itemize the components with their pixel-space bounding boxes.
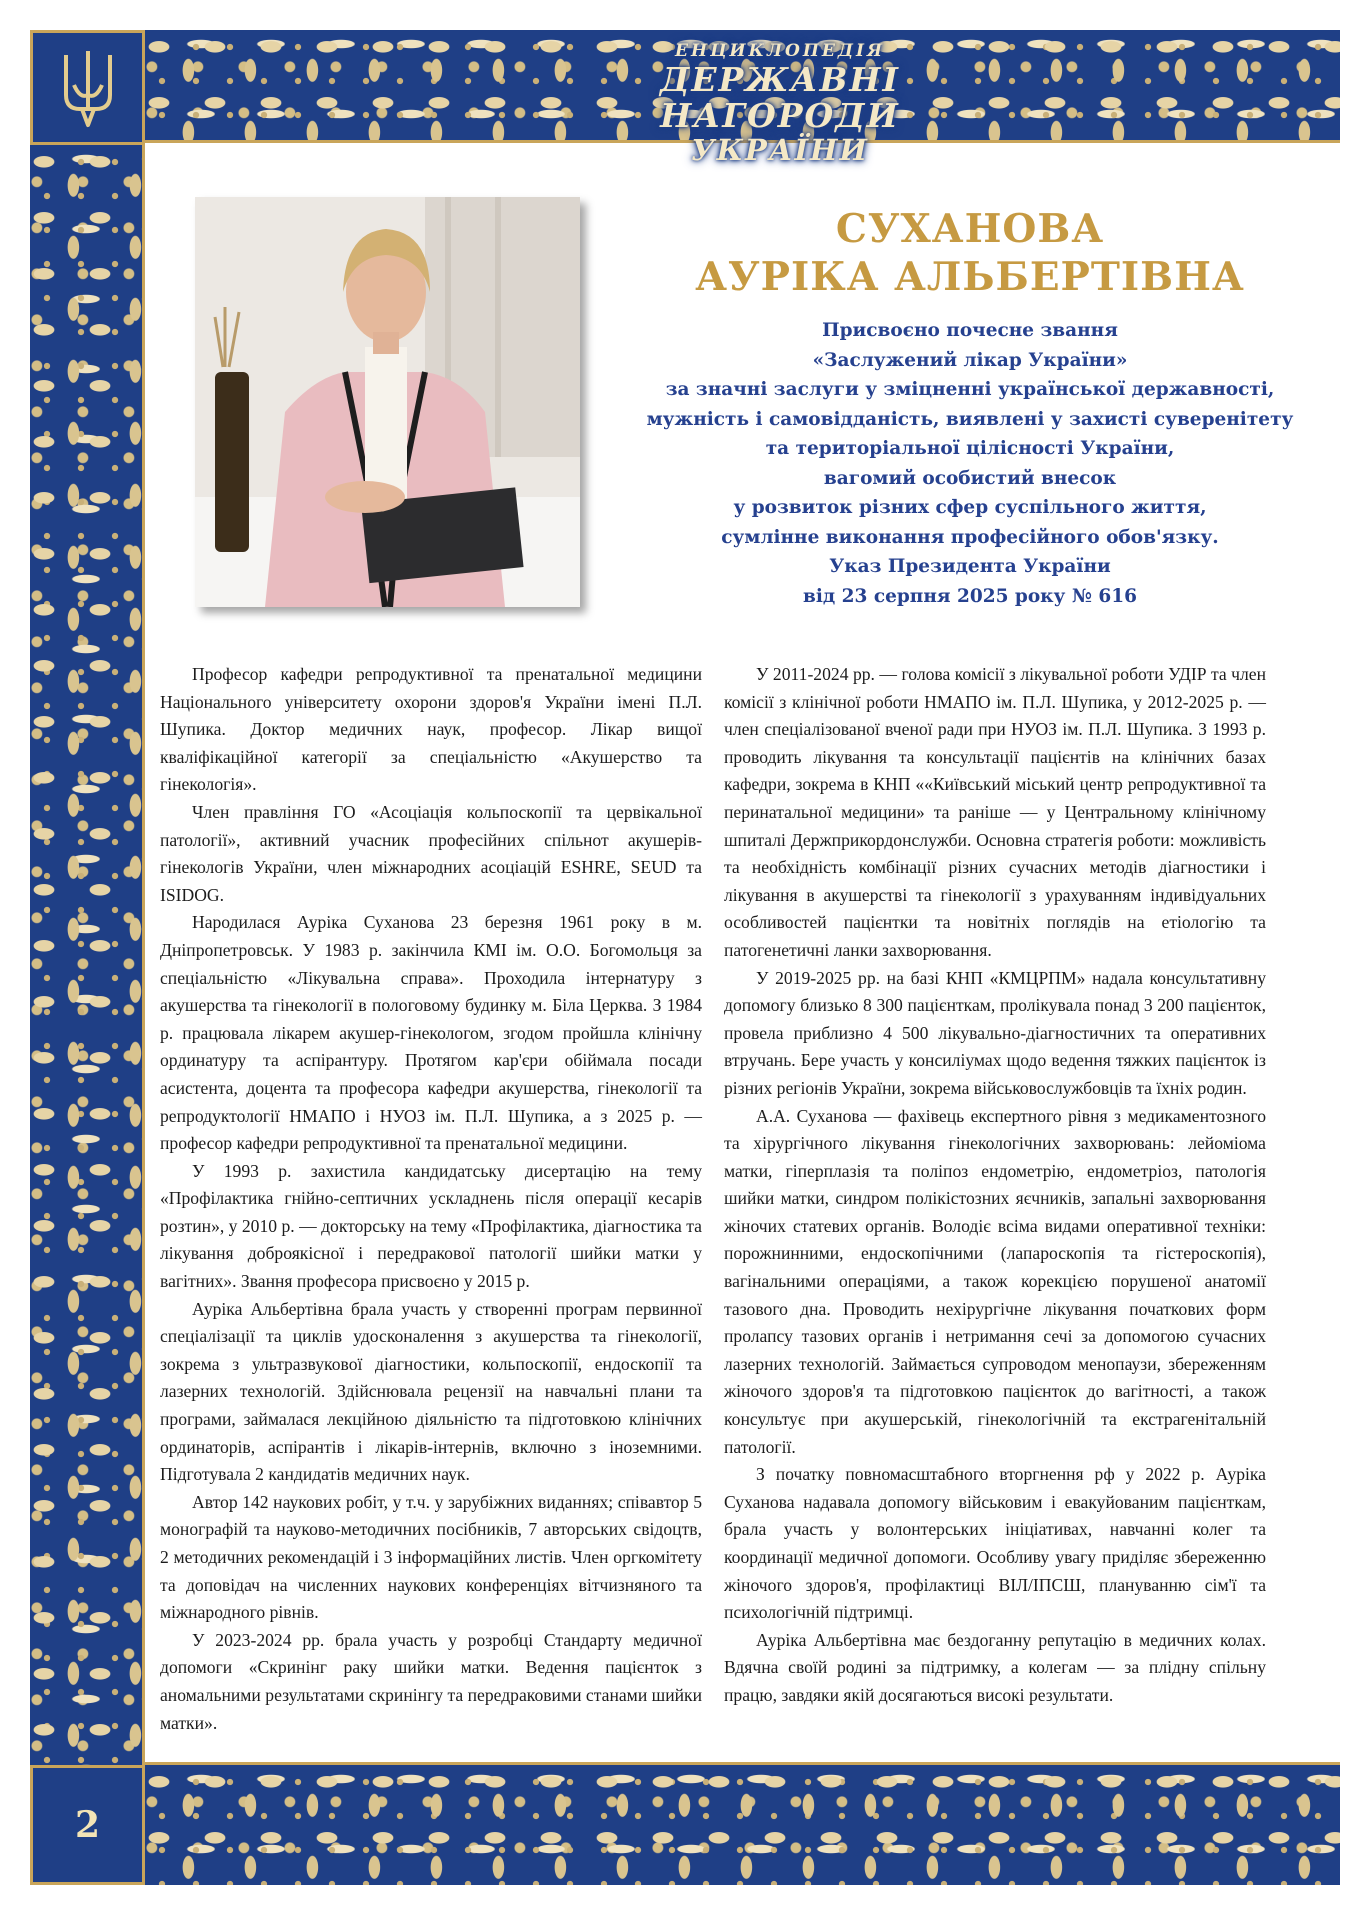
decree-line: сумлінне виконання професійного обов'язку. — [721, 526, 1219, 548]
decree-line: «Заслужений лікар України» — [812, 349, 1128, 371]
frame-line-bottom — [145, 1762, 1340, 1765]
page-number: 2 — [74, 1804, 101, 1846]
portrait-photo — [195, 197, 580, 607]
paragraph: У 2019-2025 рр. на базі КНП «КМЦРПМ» надала консультативну допомогу близько 8 300 пацієнткам, пролікувала понад 3 200 пацієнток, провела приблизно 4 500 лікувально-діагностичних та оперативних втручань. Бере участь у консиліумах щодо ведення тяжких пацієнток із різних регіонів України, зокрема військовослужбовців та їхніх родин. — [724, 967, 1266, 1098]
paragraph: Професор кафедри репродуктивної та пренатальної медицини Національного університету охорони здоров'я України імені П.Л. Шупика. Доктор медичних наук, професор. Лікар вищої кваліфікаційної категорії за спеціальністю «Акушерство та гінекологія». — [160, 664, 702, 795]
biography-right-column — [724, 661, 1266, 1710]
header-line-2: ДЕРЖАВНІ НАГОРОДИ — [660, 60, 900, 135]
decree-line: та територіальної цілісності України, — [765, 438, 1175, 459]
person-given-names: АУРІКА АЛЬБЕРТІВНА — [695, 254, 1245, 300]
paragraph: А.А. Суханова — фахівець експертного рівня з медикаментозного та хірургічного лікування гінекологічних захворювань: лейоміома матки, гіперплазія та поліпоз ендометрію, ендометріоз, патологія шийки матки, синдром полікістозних яєчників, запальні захворювання жіночих статевих органів. Володіє всіма видами оперативної техніки: порожнинними, ендоскопічними (лапароскопія та гістероскопія), вагінальними операціями, а також корекцією порушеної анатомії тазового дна. Проводить нехірургічне лікування початкових форм пролапсу тазових органів і нетримання сечі за допомогою сучасних лазерних технологій. Займається супроводом менопаузи, збереженням жіночого здоров'я та підготовкою пацієнток до вагітності, а також консультує при акушерській, гінекологічній та екстрагенітальній патології. — [724, 1105, 1266, 1457]
decree-line: мужність і самовідданість, виявлені у захисті суверенітету — [646, 408, 1294, 430]
paragraph: Член правління ГО «Асоціація кольпоскопії та цервікальної патології», активний учасник професійних спільнот акушерів-гінекологів України, член міжнародних асоціацій ESHRE, SEUD та ISIDOG. — [160, 801, 702, 905]
decree-line: Указ Президента України — [829, 556, 1111, 577]
paragraph: Ауріка Альбертівна брала участь у створенні програм первинної спеціалізації та циклів удосконалення з акушерства та гінекології, зокрема з ультразвукової діагностики, кольпоскопії, ендоскопії та лазерних технологій. Здійснювала рецензії на навчальні плани та програми, займалася лекційною діяльністю та підготовкою клінічних ординаторів, аспірантів і лікарів-інтернів, включно з іноземними. Підготувала 2 кандидатів медичних наук. — [160, 1298, 702, 1485]
left-ornament-band — [30, 145, 145, 1765]
decree-line: вагомий особистий внесок — [823, 467, 1117, 489]
bottom-ornament-band — [145, 1765, 1340, 1885]
paragraph: У 2023-2024 рр. брала участь у розробці Стандарту медичної допомоги «Скринінг раку шийки матки. Ведення пацієнток з аномальними результатами скринінгу та передраковими станами шийки матки». — [160, 1629, 702, 1733]
person-surname: СУХАНОВА — [835, 206, 1105, 252]
paragraph: Народилася Ауріка Суханова 23 березня 1961 року в м. Дніпропетровськ. У 1983 р. закінчила КМІ ім. О.О. Богомольця за спеціальністю «Лікувальна справа». Проходила інтернатуру з акушерства та гінекології в пологовому будинку м. Біла Церква. З 1984 р. працювала лікарем акушер-гінекологом, згодом пройшла клінічну ординатуру та аспірантуру. Протягом кар'єри обіймала посади асистента, доцента та професора кафедри акушерства, гінекології та репродуктології НМАПО і НУОЗ ім. П.Л. Шупика, а з 2025 р. — професор кафедри репродуктивної та пренатальної медицини. — [160, 912, 702, 1154]
frame-line-left — [142, 143, 145, 1765]
biography-left-column — [160, 661, 702, 1737]
paragraph: У 1993 р. захистила кандидатську дисертацію на тему «Профілактика гнійно-септичних ускладнень після операції кесарів розтин», у 2010 р. — докторську на тему «Профілактика, діагностика та лікування доброякісної і передракової патології шийки матки у вагітних». Звання професора присвоєно у 2015 р. — [160, 1160, 702, 1292]
header-line-1: ЕНЦИКЛОПЕДІЯ — [675, 41, 885, 61]
paragraph: З початку повномасштабного вторгнення рф у 2022 р. Ауріка Суханова надавала допомогу військовим і евакуйованим пацієнткам, брала участь у волонтерських ініціативах, навчанні колег та координації медичної допомоги. Особливу увагу приділяє збереженню жіночого здоров'я, профілактиці ВІЛ/ІПСШ, плануванню сім'ї та психологічній підтримці. — [724, 1464, 1266, 1623]
decree-block — [620, 316, 1320, 611]
paragraph: Ауріка Альбертівна має бездоганну репутацію в медичних колах. Вдячна своїй родині за підтримку, а колегам — за плідну спільну працю, завдяки якій досягаються високі результати. — [724, 1629, 1266, 1705]
decree-line: за значні заслуги у зміцненні української державності, — [665, 379, 1275, 400]
page-number-box — [30, 1765, 145, 1885]
header-line-3: УКРАЇНИ — [691, 133, 869, 167]
person-name — [640, 205, 1300, 301]
crest-box — [30, 30, 145, 145]
paragraph: У 2011-2024 рр. — голова комісії з лікувальної роботи УДІР та член комісії з клінічної роботи НМАПО ім. П.Л. Шупика, у 2012-2025 р. — член спеціалізованої вченої ради при НУОЗ ім. П.Л. Шупика. З 1993 р. проводить лікування та консультації пацієнтів на клінічних базах кафедри, зокрема в КНП ««Київський міський центр репродуктивної та перинатальної медицини» та раніше — у Центральному клінічному шпиталі Держприкордонслужби. Основна стратегія роботи: можливість та необхідність комбінації різних сучасних методів діагностики і лікування в акушерстві та гінекології з урахуванням індивідуальних особливостей пацієнтки та новітніх поглядів на етіологію та патогенетичні ланки захворювання. — [724, 664, 1266, 960]
paragraph: Автор 142 наукових робіт, у т.ч. у зарубіжних виданнях; співавтор 5 монографій та науково-методичних посібників, 7 авторських свідоцтв, 2 методичних рекомендацій і 3 інформаційних листів. Член оргкомітету та доповідач на численних наукових конференціях вітчизняного та міжнародного рівнів. — [160, 1491, 702, 1623]
decree-line: Присвоєно почесне звання — [822, 320, 1118, 341]
decree-line: у розвиток різних сфер суспільного життя, — [733, 497, 1207, 518]
decree-line: від 23 серпня 2025 року № 616 — [802, 585, 1137, 607]
encyclopedia-header — [560, 40, 1000, 166]
trident-icon — [58, 45, 118, 131]
